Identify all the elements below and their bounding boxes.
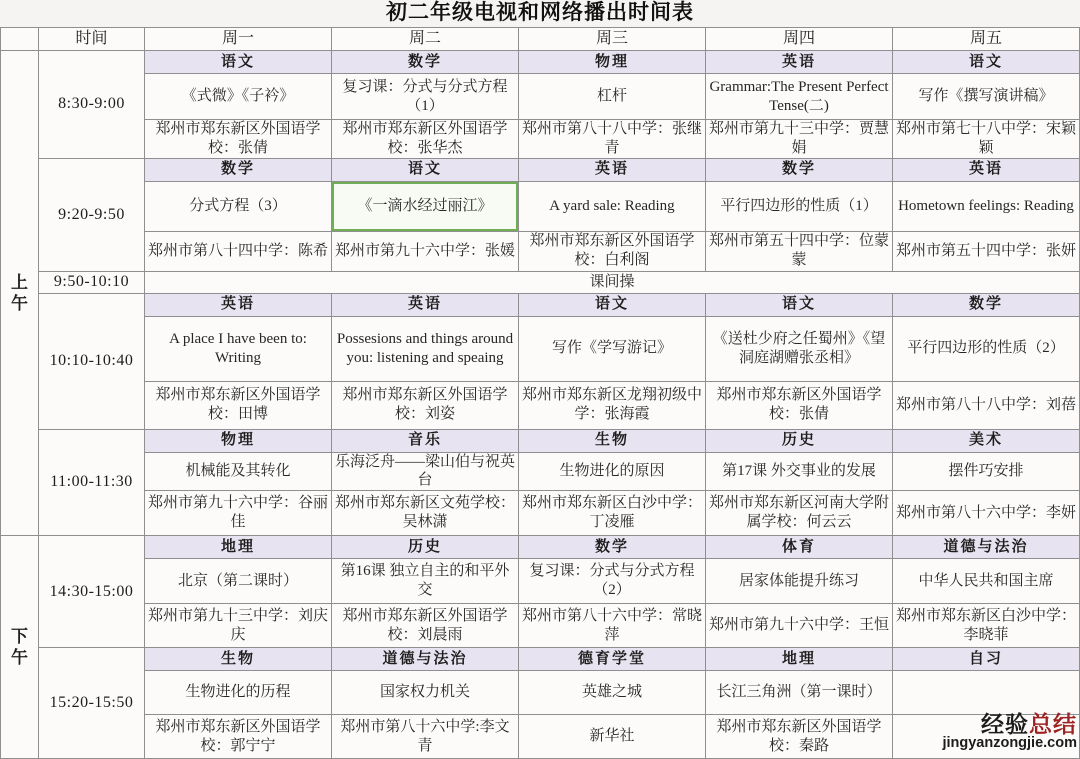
- subject-cell: 德育学堂: [519, 648, 706, 671]
- time-cell: 9:20-9:50: [39, 158, 145, 271]
- school-cell: 新华社: [519, 715, 706, 759]
- topic-cell: 生物进化的历程: [145, 671, 332, 715]
- topic-cell: [893, 671, 1080, 715]
- school-cell: 郑州市第八十六中学:李文青: [332, 715, 519, 759]
- topic-cell: 长江三角洲（第一课时）: [706, 671, 893, 715]
- topic-cell: 居家体能提升练习: [706, 559, 893, 604]
- school-cell: 郑州市郑东新区文苑学校：吴林潇: [332, 491, 519, 536]
- topic-cell: 第16课 独立自主的和平外交: [332, 559, 519, 604]
- school-cell: 郑州市第九十三中学：贾慧娟: [706, 120, 893, 159]
- topic-cell: 复习课：分式与分式方程（2）: [519, 559, 706, 604]
- topic-cell: 平行四边形的性质（1）: [706, 181, 893, 231]
- subject-cell: 数学: [332, 51, 519, 74]
- watermark-domain: jingyanzongjie.com: [942, 735, 1077, 752]
- school-cell: 郑州市第七十八中学：宋颖颖: [893, 120, 1080, 159]
- topic-cell: 中华人民共和国主席: [893, 559, 1080, 604]
- topic-cell: Grammar:The Present Perfect Tense(二): [706, 74, 893, 120]
- subject-cell: 英语: [893, 158, 1080, 181]
- topic-cell: A yard sale: Reading: [519, 181, 706, 231]
- school-cell: 郑州市第八十四中学：陈希: [145, 231, 332, 271]
- school-cell: 郑州市郑东新区外国语学校：刘晨雨: [332, 604, 519, 648]
- selected-topic-cell: 《一滴水经过丽江》: [332, 181, 519, 231]
- topic-cell: 分式方程（3）: [145, 181, 332, 231]
- day-header-monday: 周一: [145, 28, 332, 51]
- time-cell: 10:10-10:40: [39, 293, 145, 429]
- time-column-header: 时间: [39, 28, 145, 51]
- topic-cell: 《送杜少府之任蜀州》《望洞庭湖赠张丞相》: [706, 316, 893, 381]
- school-cell: 郑州市第九十六中学：张媛: [332, 231, 519, 271]
- subject-cell: 音乐: [332, 429, 519, 452]
- subject-cell: 道德与法治: [893, 536, 1080, 559]
- school-cell: 郑州市郑东新区外国语学校：张华杰: [332, 120, 519, 159]
- subject-cell: 语文: [706, 293, 893, 316]
- time-cell: 14:30-15:00: [39, 536, 145, 648]
- subject-cell: 数学: [706, 158, 893, 181]
- topic-cell: 乐海泛舟——梁山伯与祝英台: [332, 452, 519, 491]
- time-cell: 9:50-10:10: [39, 271, 145, 293]
- period-label-am: 上 午: [1, 51, 39, 536]
- day-header-wednesday: 周三: [519, 28, 706, 51]
- school-cell: 郑州市第五十四中学：张妍: [893, 231, 1080, 271]
- subject-cell: 地理: [145, 536, 332, 559]
- subject-cell: 体育: [706, 536, 893, 559]
- subject-cell: 英语: [706, 51, 893, 74]
- subject-cell: 语文: [332, 158, 519, 181]
- topic-cell: A place I have been to: Writing: [145, 316, 332, 381]
- topic-cell: Hometown feelings: Reading: [893, 181, 1080, 231]
- topic-cell: 平行四边形的性质（2）: [893, 316, 1080, 381]
- day-header-thursday: 周四: [706, 28, 893, 51]
- subject-cell: 生物: [145, 648, 332, 671]
- subject-cell: 英语: [145, 293, 332, 316]
- school-cell: 郑州市第九十六中学：谷丽佳: [145, 491, 332, 536]
- time-cell: 11:00-11:30: [39, 429, 145, 536]
- watermark-text-black: 经验: [981, 710, 1029, 737]
- school-cell: 郑州市郑东新区外国语学校：郭宁宁: [145, 715, 332, 759]
- topic-cell: 《式微》《子衿》: [145, 74, 332, 120]
- school-cell: 郑州市郑东新区外国语学校：田博: [145, 381, 332, 429]
- subject-cell: 数学: [519, 536, 706, 559]
- school-cell: 郑州市郑东新区外国语学校：刘姿: [332, 381, 519, 429]
- topic-cell: 北京（第二课时）: [145, 559, 332, 604]
- subject-cell: 历史: [332, 536, 519, 559]
- period-label-pm: 下 午: [1, 536, 39, 759]
- subject-cell: 数学: [145, 158, 332, 181]
- day-header-friday: 周五: [893, 28, 1080, 51]
- subject-cell: 数学: [893, 293, 1080, 316]
- corner-cell: [1, 28, 39, 51]
- topic-cell: Possesions and things around you: listening and speaing: [332, 316, 519, 381]
- topic-cell: 写作《撰写演讲稿》: [893, 74, 1080, 120]
- time-cell: 15:20-15:50: [39, 648, 145, 759]
- page-title: 初二年级电视和网络播出时间表: [386, 1, 694, 24]
- topic-cell: 摆件巧安排: [893, 452, 1080, 491]
- subject-cell: 语文: [145, 51, 332, 74]
- subject-cell: 自习: [893, 648, 1080, 671]
- subject-cell: 英语: [332, 293, 519, 316]
- subject-cell: 英语: [519, 158, 706, 181]
- topic-cell: 写作《学写游记》: [519, 316, 706, 381]
- topic-cell: 生物进化的原因: [519, 452, 706, 491]
- school-cell: 郑州市第五十四中学：位蒙蒙: [706, 231, 893, 271]
- day-header-tuesday: 周二: [332, 28, 519, 51]
- school-cell: 郑州市第九十六中学：王恒: [706, 604, 893, 648]
- break-cell: 课间操: [145, 271, 1080, 293]
- school-cell: 郑州市第八十八中学：张继青: [519, 120, 706, 159]
- subject-cell: 物理: [145, 429, 332, 452]
- topic-cell: 机械能及其转化: [145, 452, 332, 491]
- time-cell: 8:30-9:00: [39, 51, 145, 159]
- subject-cell: 生物: [519, 429, 706, 452]
- school-cell: 郑州市郑东新区外国语学校：张倩: [145, 120, 332, 159]
- subject-cell: 地理: [706, 648, 893, 671]
- school-cell: 郑州市郑东新区河南大学附属学校：何云云: [706, 491, 893, 536]
- school-cell: 郑州市第八十六中学：李妍: [893, 491, 1080, 536]
- school-cell: 郑州市第八十六中学：常晓萍: [519, 604, 706, 648]
- subject-cell: 美术: [893, 429, 1080, 452]
- subject-cell: 语文: [519, 293, 706, 316]
- school-cell: 郑州市郑东新区白沙中学：丁凌雁: [519, 491, 706, 536]
- topic-cell: 杠杆: [519, 74, 706, 120]
- school-cell: 郑州市郑东新区白沙中学：李晓菲: [893, 604, 1080, 648]
- subject-cell: 物理: [519, 51, 706, 74]
- topic-cell: 第17课 外交事业的发展: [706, 452, 893, 491]
- school-cell: 郑州市郑东新区外国语学校：秦路: [706, 715, 893, 759]
- school-cell: [893, 715, 1080, 759]
- timetable-body: [1, 28, 1080, 759]
- subject-cell: 历史: [706, 429, 893, 452]
- school-cell: 郑州市第八十八中学：刘蓓: [893, 381, 1080, 429]
- topic-cell: 国家权力机关: [332, 671, 519, 715]
- subject-cell: 道德与法治: [332, 648, 519, 671]
- watermark-text-red: 总结: [1029, 710, 1077, 737]
- topic-cell: 复习课：分式与分式方程（1）: [332, 74, 519, 120]
- school-cell: 郑州市郑东新区龙翔初级中学：张海霞: [519, 381, 706, 429]
- school-cell: 郑州市郑东新区外国语学校：白利阁: [519, 231, 706, 271]
- topic-cell: 英雄之城: [519, 671, 706, 715]
- timetable: [0, 27, 1080, 759]
- subject-cell: 语文: [893, 51, 1080, 74]
- school-cell: 郑州市第九十三中学：刘庆庆: [145, 604, 332, 648]
- school-cell: 郑州市郑东新区外国语学校：张倩: [706, 381, 893, 429]
